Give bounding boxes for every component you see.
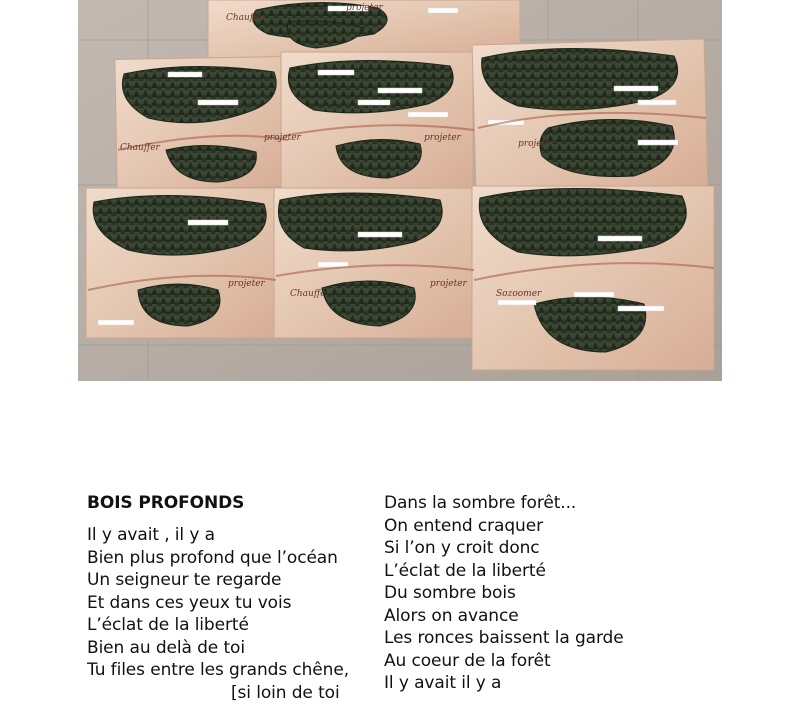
poem-line: Il y avait , il y a <box>87 524 377 547</box>
map-word: Chauffer <box>226 13 267 23</box>
poem-line: Et dans ces yeux tu vois <box>87 592 377 615</box>
map-word: projeter <box>518 139 556 149</box>
collage-photo <box>78 0 722 381</box>
poem-line: Si l’on y croit donc <box>384 537 794 560</box>
poem-line: L’éclat de la liberté <box>384 560 794 583</box>
map-word: Chauffer <box>290 289 331 299</box>
poem-line: Tu files entre les grands chêne, <box>87 659 377 682</box>
map-word: projeter <box>264 133 302 143</box>
poem-right-column <box>384 492 794 695</box>
map-word: Chauffer <box>120 143 161 153</box>
poem-line: L’éclat de la liberté <box>87 614 377 637</box>
poem-left-column <box>87 492 377 704</box>
poem-line: Alors on avance <box>384 605 794 628</box>
poem-line: Dans la sombre forêt... <box>384 492 794 515</box>
collage-photo-icon <box>78 0 722 381</box>
poem-line: On entend craquer <box>384 515 794 538</box>
poem-title: BOIS PROFONDS <box>87 492 377 514</box>
map-word: projeter <box>424 133 462 143</box>
poem-line: Il y avait il y a <box>384 672 794 695</box>
map-word: projeter <box>228 279 266 289</box>
poem-line: [si loin de toi <box>87 682 377 704</box>
map-word: projeter <box>346 3 384 13</box>
poem-line: Du sombre bois <box>384 582 794 605</box>
map-word: projeter <box>430 279 468 289</box>
poem-line: Au coeur de la forêt <box>384 650 794 673</box>
poem-line: Bien plus profond que l’océan <box>87 547 377 570</box>
poem-line: Bien au delà de toi <box>87 637 377 660</box>
map-word: Sozoomer <box>496 289 542 299</box>
poem-line: Un seigneur te regarde <box>87 569 377 592</box>
poem-line: Les ronces baissent la garde <box>384 627 794 650</box>
